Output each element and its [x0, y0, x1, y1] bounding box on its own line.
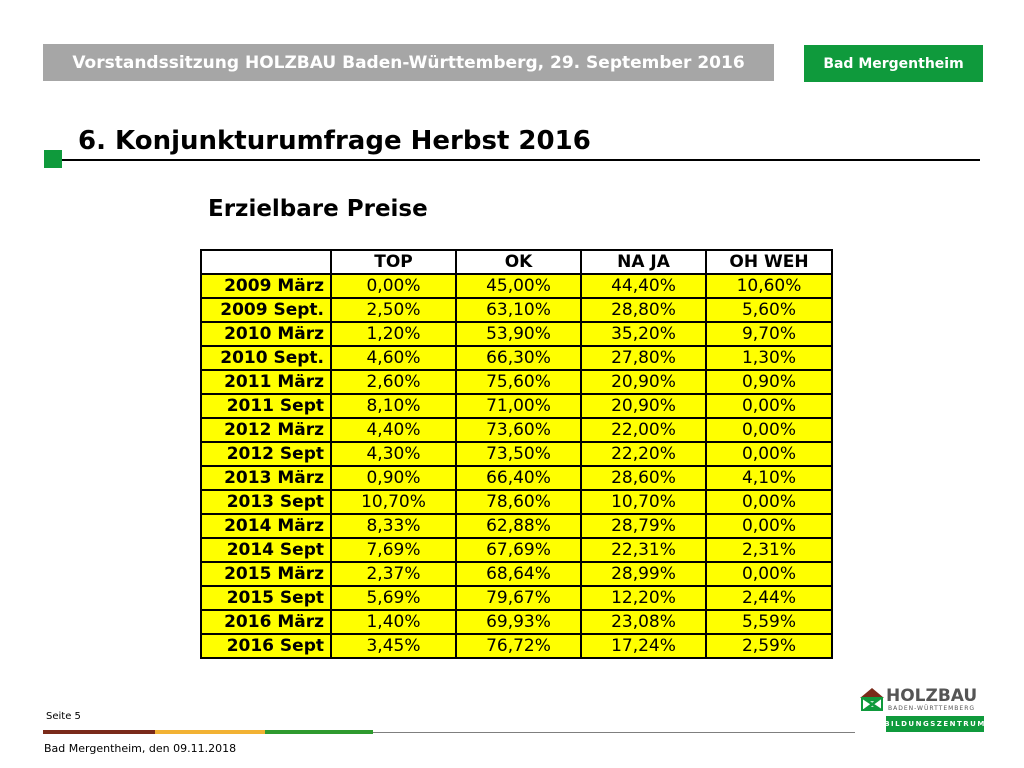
table-cell: 2,59% [706, 634, 832, 658]
table-cell: 5,69% [331, 586, 456, 610]
table-row [201, 562, 832, 586]
header-title: Vorstandssitzung HOLZBAU Baden-Württemberg, 29. September 2016 [72, 52, 745, 73]
table-cell: 45,00% [456, 274, 581, 298]
table-cell: 0,00% [706, 514, 832, 538]
table-cell: 78,60% [456, 490, 581, 514]
table-cell: 12,20% [581, 586, 706, 610]
table-cell: 76,72% [456, 634, 581, 658]
table-cell: 8,10% [331, 394, 456, 418]
table-cell: 1,20% [331, 322, 456, 346]
table-cell: 0,90% [331, 466, 456, 490]
table-row [201, 274, 832, 298]
table-row [201, 322, 832, 346]
table-cell: 28,99% [581, 562, 706, 586]
table-row [201, 442, 832, 466]
table-cell: 0,00% [331, 274, 456, 298]
table-cell: 0,00% [706, 418, 832, 442]
row-label-cell: 2016 Sept [201, 634, 331, 658]
slide-subtitle: Erzielbare Preise [208, 196, 428, 222]
row-label-cell: 2010 Sept. [201, 346, 331, 370]
table-cell: 2,50% [331, 298, 456, 322]
table-cell: 4,40% [331, 418, 456, 442]
table-cell: 79,67% [456, 586, 581, 610]
table-cell: 1,30% [706, 346, 832, 370]
column-header: TOP [331, 250, 456, 274]
table-cell: 69,93% [456, 610, 581, 634]
table-cell: 4,10% [706, 466, 832, 490]
slide-title: 6. Konjunkturumfrage Herbst 2016 [78, 126, 591, 156]
row-label-cell: 2013 März [201, 466, 331, 490]
table-body [201, 274, 832, 658]
row-label-cell: 2011 März [201, 370, 331, 394]
table-cell: 68,64% [456, 562, 581, 586]
table-cell: 9,70% [706, 322, 832, 346]
table-cell: 0,90% [706, 370, 832, 394]
row-label-cell: 2009 Sept. [201, 298, 331, 322]
table-cell: 4,30% [331, 442, 456, 466]
table-cell: 5,59% [706, 610, 832, 634]
table-cell: 73,60% [456, 418, 581, 442]
table-row [201, 538, 832, 562]
price-table [200, 249, 833, 659]
table-cell: 73,50% [456, 442, 581, 466]
table-cell: 20,90% [581, 370, 706, 394]
table-cell: 35,20% [581, 322, 706, 346]
logo-tagline: BILDUNGSZENTRUM [884, 720, 986, 728]
table-cell: 8,33% [331, 514, 456, 538]
table-row [201, 394, 832, 418]
table-row [201, 514, 832, 538]
table-cell: 71,00% [456, 394, 581, 418]
table-cell: 0,00% [706, 490, 832, 514]
row-label-cell: 2010 März [201, 322, 331, 346]
title-divider [62, 159, 980, 161]
table-cell: 4,60% [331, 346, 456, 370]
footer-stripe-yellow [155, 730, 265, 734]
row-label-cell: 2009 März [201, 274, 331, 298]
table-cell: 17,24% [581, 634, 706, 658]
footer-stripe-brown [43, 730, 155, 734]
table-cell: 2,31% [706, 538, 832, 562]
column-header: OH WEH [706, 250, 832, 274]
table-cell: 10,70% [331, 490, 456, 514]
table-row [201, 490, 832, 514]
table-cell: 7,69% [331, 538, 456, 562]
table-row [201, 610, 832, 634]
table-cell: 22,20% [581, 442, 706, 466]
column-header: OK [456, 250, 581, 274]
table-cell: 0,00% [706, 562, 832, 586]
table-row [201, 586, 832, 610]
logo-region: BADEN-WÜRTTEMBERG [888, 705, 976, 712]
table-cell: 66,40% [456, 466, 581, 490]
logo-name: HOLZBAU [886, 686, 978, 706]
header-title-bar [43, 44, 774, 81]
footer-stripe-green [265, 730, 373, 734]
table-cell: 75,60% [456, 370, 581, 394]
holzbau-logo [858, 686, 986, 736]
house-logo-icon [858, 686, 886, 712]
table-cell: 22,31% [581, 538, 706, 562]
row-label-cell: 2016 März [201, 610, 331, 634]
table-cell: 44,40% [581, 274, 706, 298]
table-cell: 67,69% [456, 538, 581, 562]
table-header-row [201, 250, 832, 274]
table-cell: 10,70% [581, 490, 706, 514]
table-cell: 20,90% [581, 394, 706, 418]
table-row [201, 418, 832, 442]
table-cell: 28,80% [581, 298, 706, 322]
table-cell: 0,00% [706, 394, 832, 418]
location-label: Bad Mergentheim [823, 55, 964, 72]
table-cell: 22,00% [581, 418, 706, 442]
row-label-cell: 2014 Sept [201, 538, 331, 562]
logo-tagline-bar [886, 716, 984, 732]
page-number: Seite 5 [46, 711, 81, 722]
row-label-cell: 2013 Sept [201, 490, 331, 514]
table-row [201, 346, 832, 370]
table-cell: 10,60% [706, 274, 832, 298]
table-row [201, 634, 832, 658]
row-label-cell: 2011 Sept [201, 394, 331, 418]
table-cell: 2,60% [331, 370, 456, 394]
table-cell: 28,79% [581, 514, 706, 538]
table-cell: 63,10% [456, 298, 581, 322]
row-label-cell: 2014 März [201, 514, 331, 538]
table-cell: 2,37% [331, 562, 456, 586]
table-cell: 23,08% [581, 610, 706, 634]
table-cell: 28,60% [581, 466, 706, 490]
table-cell: 2,44% [706, 586, 832, 610]
table-cell: 0,00% [706, 442, 832, 466]
row-label-cell: 2012 Sept [201, 442, 331, 466]
location-badge [804, 45, 983, 82]
table-cell: 53,90% [456, 322, 581, 346]
table-row [201, 466, 832, 490]
row-label-cell: 2015 Sept [201, 586, 331, 610]
footer-stripe-gray [373, 732, 855, 733]
column-header: NA JA [581, 250, 706, 274]
table-row [201, 298, 832, 322]
row-label-cell: 2015 März [201, 562, 331, 586]
footer-date: Bad Mergentheim, den 09.11.2018 [44, 742, 237, 755]
table-row [201, 370, 832, 394]
table-cell: 3,45% [331, 634, 456, 658]
table-cell: 1,40% [331, 610, 456, 634]
title-bullet-square [44, 150, 62, 168]
row-label-cell: 2012 März [201, 418, 331, 442]
table-cell: 62,88% [456, 514, 581, 538]
table-cell: 66,30% [456, 346, 581, 370]
table-corner-cell [201, 250, 331, 274]
table-cell: 5,60% [706, 298, 832, 322]
table-cell: 27,80% [581, 346, 706, 370]
